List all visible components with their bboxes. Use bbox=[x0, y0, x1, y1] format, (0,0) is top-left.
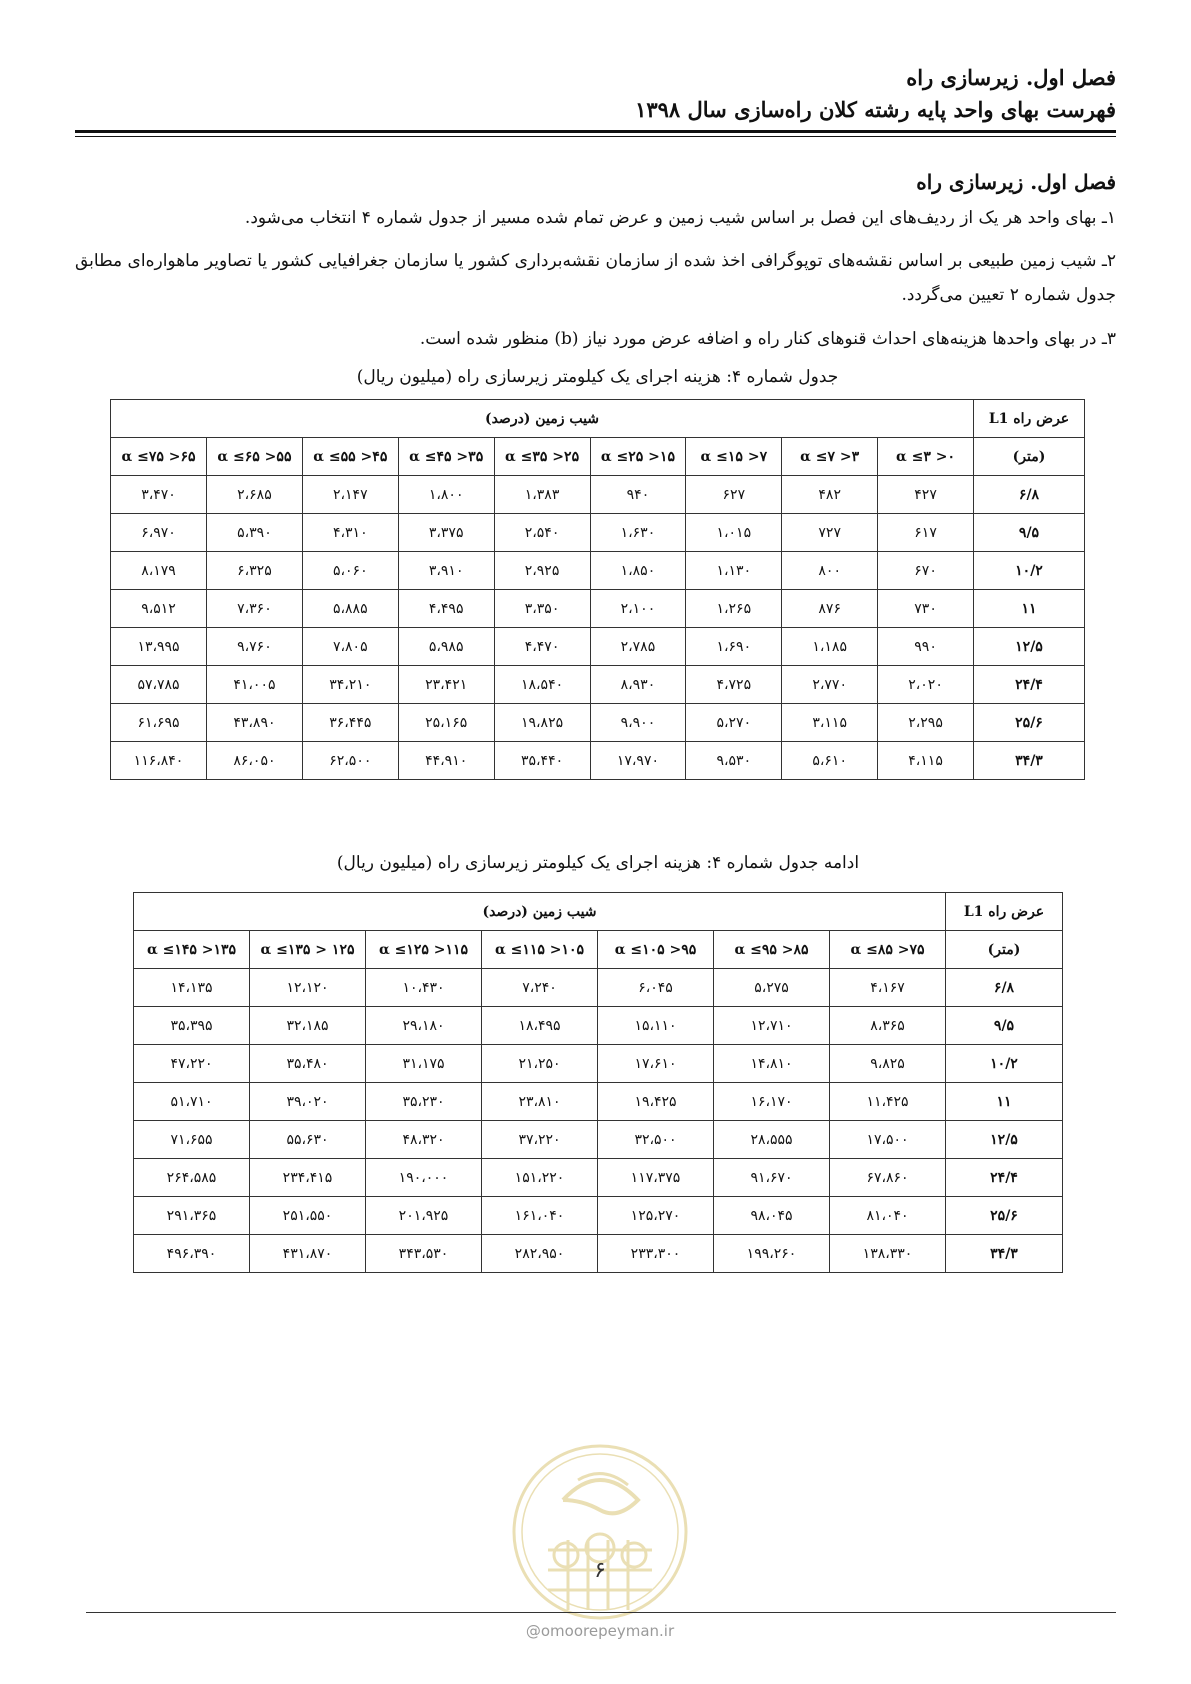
cost-cell: ۴۴،۹۱۰ bbox=[398, 742, 494, 780]
table-row bbox=[134, 1007, 1063, 1045]
width-unit-header: (متر) bbox=[946, 931, 1063, 969]
cost-cell: ۱۹۰،۰۰۰ bbox=[366, 1159, 482, 1197]
slope-range-header: ۷< α ≤۱۵ bbox=[686, 438, 782, 476]
cost-cell: ۷۱،۶۵۵ bbox=[134, 1121, 250, 1159]
paragraph-1: ۱ـ بهای واحد هر یک از ردیف‌های این فصل بر اساس شیب زمین و عرض تمام شده مسیر از جدول شماره ۴ انتخاب می‌شود. bbox=[244, 208, 1116, 228]
table-row bbox=[111, 628, 1085, 666]
width-unit-header: (متر) bbox=[974, 438, 1085, 476]
cost-cell: ۱۲،۱۲۰ bbox=[250, 969, 366, 1007]
cost-cell: ۱۶،۱۷۰ bbox=[714, 1083, 830, 1121]
cost-cell: ۲،۶۸۵ bbox=[207, 476, 303, 514]
slope-header: شیب زمین (درصد) bbox=[134, 893, 946, 931]
table-row bbox=[134, 969, 1063, 1007]
table-row bbox=[134, 1083, 1063, 1121]
cost-cell: ۱۱۶،۸۴۰ bbox=[111, 742, 207, 780]
website-watermark: @omoorepeyman.ir bbox=[525, 1622, 675, 1640]
road-width-cell: ۶/۸ bbox=[974, 476, 1085, 514]
cost-cell: ۸،۱۷۹ bbox=[111, 552, 207, 590]
cost-cell: ۳۹،۰۲۰ bbox=[250, 1083, 366, 1121]
slope-range-header: ۱۳۵< α ≤۱۴۵ bbox=[134, 931, 250, 969]
cost-cell: ۴،۱۱۵ bbox=[878, 742, 974, 780]
cost-cell: ۴۸۲ bbox=[782, 476, 878, 514]
cost-cell: ۳،۴۷۰ bbox=[111, 476, 207, 514]
slope-range-header: ۶۵< α ≤۷۵ bbox=[111, 438, 207, 476]
cost-cell: ۱۸،۴۹۵ bbox=[482, 1007, 598, 1045]
cost-cell: ۳،۱۱۵ bbox=[782, 704, 878, 742]
header-chapter: فصل اول. زیرسازی راه bbox=[906, 65, 1116, 90]
cost-cell: ۲۶۴،۵۸۵ bbox=[134, 1159, 250, 1197]
cost-cell: ۵۵،۶۳۰ bbox=[250, 1121, 366, 1159]
cost-cell: ۹۹۰ bbox=[878, 628, 974, 666]
cost-cell: ۴،۳۱۰ bbox=[302, 514, 398, 552]
cost-cell: ۶۷۰ bbox=[878, 552, 974, 590]
table-row bbox=[134, 1197, 1063, 1235]
cost-cell: ۲۰۱،۹۲۵ bbox=[366, 1197, 482, 1235]
cost-cell: ۷،۲۴۰ bbox=[482, 969, 598, 1007]
cost-cell: ۹۱،۶۷۰ bbox=[714, 1159, 830, 1197]
cost-cell: ۵،۰۶۰ bbox=[302, 552, 398, 590]
cost-cell: ۸،۳۶۵ bbox=[830, 1007, 946, 1045]
table-row bbox=[111, 742, 1085, 780]
cost-cell: ۲،۱۰۰ bbox=[590, 590, 686, 628]
cost-cell: ۳۱،۱۷۵ bbox=[366, 1045, 482, 1083]
width-header: عرض راه L1 bbox=[946, 893, 1063, 931]
cost-cell: ۳۵،۲۳۰ bbox=[366, 1083, 482, 1121]
road-width-cell: ۱۰/۲ bbox=[974, 552, 1085, 590]
cost-cell: ۹،۹۰۰ bbox=[590, 704, 686, 742]
page-number: ۶ bbox=[594, 1558, 606, 1583]
cost-cell: ۱۷،۵۰۰ bbox=[830, 1121, 946, 1159]
cost-cell: ۳۵،۴۸۰ bbox=[250, 1045, 366, 1083]
cost-cell: ۲۵،۱۶۵ bbox=[398, 704, 494, 742]
cost-cell: ۲۳۳،۳۰۰ bbox=[598, 1235, 714, 1273]
paragraph-3: ۳ـ در بهای واحدها هزینه‌های احداث قنوهای کنار راه و اضافه عرض مورد نیاز (b) منظور شده است. bbox=[419, 329, 1116, 349]
cost-cell: ۶،۰۴۵ bbox=[598, 969, 714, 1007]
road-width-cell: ۹/۵ bbox=[946, 1007, 1063, 1045]
cost-cell: ۴۲۷ bbox=[878, 476, 974, 514]
cost-cell: ۸۰۰ bbox=[782, 552, 878, 590]
cost-cell: ۶۷،۸۶۰ bbox=[830, 1159, 946, 1197]
cost-cell: ۱۹۹،۲۶۰ bbox=[714, 1235, 830, 1273]
slope-range-header: ۰< α ≤۳ bbox=[878, 438, 974, 476]
slope-range-header: ۱۰۵< α ≤۱۱۵ bbox=[482, 931, 598, 969]
cost-cell: ۳۲،۱۸۵ bbox=[250, 1007, 366, 1045]
cost-cell: ۱۰،۴۳۰ bbox=[366, 969, 482, 1007]
road-width-cell: ۱۰/۲ bbox=[946, 1045, 1063, 1083]
road-width-cell: ۲۴/۴ bbox=[946, 1159, 1063, 1197]
cost-cell: ۹،۷۶۰ bbox=[207, 628, 303, 666]
road-width-cell: ۲۵/۶ bbox=[974, 704, 1085, 742]
road-width-cell: ۳۴/۳ bbox=[974, 742, 1085, 780]
header-subtitle: فهرست بهای واحد پایه رشته کلان راه‌سازی سال ۱۳۹۸ bbox=[635, 97, 1116, 122]
header-rule-thin bbox=[75, 136, 1116, 137]
cost-cell: ۵،۲۷۰ bbox=[686, 704, 782, 742]
cost-cell: ۱۵،۱۱۰ bbox=[598, 1007, 714, 1045]
cost-cell: ۱۲،۷۱۰ bbox=[714, 1007, 830, 1045]
slope-range-header: ۹۵< α ≤۱۰۵ bbox=[598, 931, 714, 969]
cost-cell: ۹۸،۰۴۵ bbox=[714, 1197, 830, 1235]
cost-cell: ۳،۳۷۵ bbox=[398, 514, 494, 552]
cost-cell: ۲۱،۲۵۰ bbox=[482, 1045, 598, 1083]
slope-range-header: ۳< α ≤۷ bbox=[782, 438, 878, 476]
cost-cell: ۲۵۱،۵۵۰ bbox=[250, 1197, 366, 1235]
cost-cell: ۸،۹۳۰ bbox=[590, 666, 686, 704]
cost-cell: ۱،۳۸۳ bbox=[494, 476, 590, 514]
cost-cell: ۲۸،۵۵۵ bbox=[714, 1121, 830, 1159]
table-row bbox=[111, 666, 1085, 704]
cost-cell: ۵،۲۷۵ bbox=[714, 969, 830, 1007]
cost-cell: ۲،۵۴۰ bbox=[494, 514, 590, 552]
slope-range-header: ۸۵< α ≤۹۵ bbox=[714, 931, 830, 969]
slope-range-header: ۳۵< α ≤۴۵ bbox=[398, 438, 494, 476]
cost-cell: ۳۴،۲۱۰ bbox=[302, 666, 398, 704]
header-rule-thick bbox=[75, 130, 1116, 133]
cost-cell: ۱،۱۸۵ bbox=[782, 628, 878, 666]
road-width-cell: ۲۵/۶ bbox=[946, 1197, 1063, 1235]
cost-cell: ۹،۵۳۰ bbox=[686, 742, 782, 780]
table-row bbox=[134, 1045, 1063, 1083]
cost-cell: ۱،۶۳۰ bbox=[590, 514, 686, 552]
table-row bbox=[134, 1159, 1063, 1197]
cost-cell: ۱۳۸،۳۳۰ bbox=[830, 1235, 946, 1273]
cost-cell: ۱۸،۵۴۰ bbox=[494, 666, 590, 704]
cost-cell: ۲،۷۸۵ bbox=[590, 628, 686, 666]
table-row bbox=[134, 1121, 1063, 1159]
cost-cell: ۱۹،۸۲۵ bbox=[494, 704, 590, 742]
cost-cell: ۴،۴۹۵ bbox=[398, 590, 494, 628]
page-header bbox=[75, 62, 1116, 126]
cost-cell: ۸۷۶ bbox=[782, 590, 878, 628]
omoor-peyman-seal-logo-icon bbox=[508, 1440, 692, 1624]
cost-cell: ۵،۹۸۵ bbox=[398, 628, 494, 666]
slope-header: شیب زمین (درصد) bbox=[111, 400, 974, 438]
cost-cell: ۲۳،۴۲۱ bbox=[398, 666, 494, 704]
cost-cell: ۳۶،۴۴۵ bbox=[302, 704, 398, 742]
cost-cell: ۶۲،۵۰۰ bbox=[302, 742, 398, 780]
cost-cell: ۱۶۱،۰۴۰ bbox=[482, 1197, 598, 1235]
cost-cell: ۶۲۷ bbox=[686, 476, 782, 514]
cost-cell: ۶،۹۷۰ bbox=[111, 514, 207, 552]
cost-cell: ۳۲،۵۰۰ bbox=[598, 1121, 714, 1159]
cost-cell: ۴۷،۲۲۰ bbox=[134, 1045, 250, 1083]
cost-cell: ۲۳۴،۴۱۵ bbox=[250, 1159, 366, 1197]
cost-cell: ۲،۱۴۷ bbox=[302, 476, 398, 514]
cost-cell: ۶۱۷ bbox=[878, 514, 974, 552]
road-width-cell: ۲۴/۴ bbox=[974, 666, 1085, 704]
cost-cell: ۲،۷۷۰ bbox=[782, 666, 878, 704]
cost-table-1 bbox=[110, 399, 1085, 780]
cost-cell: ۹،۵۱۲ bbox=[111, 590, 207, 628]
cost-cell: ۸۶،۰۵۰ bbox=[207, 742, 303, 780]
slope-range-header: ۱۲۵ < α ≤۱۳۵ bbox=[250, 931, 366, 969]
slope-range-header: ۴۵< α ≤۵۵ bbox=[302, 438, 398, 476]
cost-cell: ۴،۱۶۷ bbox=[830, 969, 946, 1007]
road-width-cell: ۹/۵ bbox=[974, 514, 1085, 552]
cost-cell: ۳۴۳،۵۳۰ bbox=[366, 1235, 482, 1273]
paragraph-2: ۲ـ شیب زمین طبیعی بر اساس نقشه‌های توپوگرافی اخذ شده از سازمان نقشه‌برداری کشور یا سازمان جغرافیایی کشور یا تصاویر ماهواره‌ای مطابق جدول شماره ۲ تعیین می‌گردد. bbox=[75, 251, 1116, 305]
cost-cell: ۹،۸۲۵ bbox=[830, 1045, 946, 1083]
cost-cell: ۴۳،۸۹۰ bbox=[207, 704, 303, 742]
cost-cell: ۵،۶۱۰ bbox=[782, 742, 878, 780]
cost-cell: ۴۱،۰۰۵ bbox=[207, 666, 303, 704]
cost-cell: ۱۴،۸۱۰ bbox=[714, 1045, 830, 1083]
cost-cell: ۱۲۵،۲۷۰ bbox=[598, 1197, 714, 1235]
table-row bbox=[134, 1235, 1063, 1273]
cost-cell: ۱،۱۳۰ bbox=[686, 552, 782, 590]
cost-cell: ۶۱،۶۹۵ bbox=[111, 704, 207, 742]
cost-cell: ۴۳۱،۸۷۰ bbox=[250, 1235, 366, 1273]
table-row bbox=[111, 514, 1085, 552]
road-width-cell: ۱۲/۵ bbox=[946, 1121, 1063, 1159]
cost-cell: ۴۹۶،۳۹۰ bbox=[134, 1235, 250, 1273]
slope-range-header: ۵۵< α ≤۶۵ bbox=[207, 438, 303, 476]
cost-cell: ۳۷،۲۲۰ bbox=[482, 1121, 598, 1159]
road-width-cell: ۳۴/۳ bbox=[946, 1235, 1063, 1273]
cost-cell: ۷،۸۰۵ bbox=[302, 628, 398, 666]
cost-cell: ۳،۹۱۰ bbox=[398, 552, 494, 590]
slope-range-header: ۱۱۵< α ≤۱۲۵ bbox=[366, 931, 482, 969]
cost-cell: ۳۵،۴۴۰ bbox=[494, 742, 590, 780]
road-width-cell: ۶/۸ bbox=[946, 969, 1063, 1007]
cost-cell: ۱،۲۶۵ bbox=[686, 590, 782, 628]
cost-cell: ۵۱،۷۱۰ bbox=[134, 1083, 250, 1121]
cost-cell: ۱،۰۱۵ bbox=[686, 514, 782, 552]
section-title: فصل اول. زیرسازی راه bbox=[916, 170, 1116, 194]
cost-cell: ۱۱۷،۳۷۵ bbox=[598, 1159, 714, 1197]
cost-table-2 bbox=[133, 892, 1063, 1273]
cost-cell: ۱۳،۹۹۵ bbox=[111, 628, 207, 666]
cost-cell: ۲،۰۲۰ bbox=[878, 666, 974, 704]
cost-cell: ۲۹۱،۳۶۵ bbox=[134, 1197, 250, 1235]
table-row bbox=[111, 590, 1085, 628]
cost-cell: ۷۲۷ bbox=[782, 514, 878, 552]
cost-cell: ۱،۶۹۰ bbox=[686, 628, 782, 666]
cost-cell: ۱۷،۹۷۰ bbox=[590, 742, 686, 780]
road-width-cell: ۱۱ bbox=[946, 1083, 1063, 1121]
cost-cell: ۲۸۲،۹۵۰ bbox=[482, 1235, 598, 1273]
cost-cell: ۱۹،۴۲۵ bbox=[598, 1083, 714, 1121]
cost-cell: ۲،۹۲۵ bbox=[494, 552, 590, 590]
cost-cell: ۲۹،۱۸۰ bbox=[366, 1007, 482, 1045]
cost-cell: ۴،۷۲۵ bbox=[686, 666, 782, 704]
cost-cell: ۵،۸۸۵ bbox=[302, 590, 398, 628]
width-header: عرض راه L1 bbox=[974, 400, 1085, 438]
cost-cell: ۱،۸۰۰ bbox=[398, 476, 494, 514]
cost-cell: ۷۳۰ bbox=[878, 590, 974, 628]
cost-cell: ۱۴،۱۳۵ bbox=[134, 969, 250, 1007]
road-width-cell: ۱۱ bbox=[974, 590, 1085, 628]
cost-cell: ۷،۳۶۰ bbox=[207, 590, 303, 628]
cost-cell: ۱۵۱،۲۲۰ bbox=[482, 1159, 598, 1197]
cost-cell: ۲،۲۹۵ bbox=[878, 704, 974, 742]
table-1-caption: جدول شماره ۴: هزینه اجرای یک کیلومتر زیرسازی راه (میلیون ریال) bbox=[356, 367, 839, 387]
cost-cell: ۱۷،۶۱۰ bbox=[598, 1045, 714, 1083]
cost-cell: ۴،۴۷۰ bbox=[494, 628, 590, 666]
table-row bbox=[111, 476, 1085, 514]
footer-rule bbox=[86, 1612, 1116, 1613]
table-row bbox=[111, 704, 1085, 742]
road-width-cell: ۱۲/۵ bbox=[974, 628, 1085, 666]
cost-cell: ۱۱،۴۲۵ bbox=[830, 1083, 946, 1121]
table-row bbox=[111, 552, 1085, 590]
cost-cell: ۲۳،۸۱۰ bbox=[482, 1083, 598, 1121]
cost-cell: ۶،۳۲۵ bbox=[207, 552, 303, 590]
cost-cell: ۴۸،۳۲۰ bbox=[366, 1121, 482, 1159]
cost-cell: ۸۱،۰۴۰ bbox=[830, 1197, 946, 1235]
cost-cell: ۵۷،۷۸۵ bbox=[111, 666, 207, 704]
cost-cell: ۳،۳۵۰ bbox=[494, 590, 590, 628]
cost-cell: ۳۵،۳۹۵ bbox=[134, 1007, 250, 1045]
slope-range-header: ۱۵< α ≤۲۵ bbox=[590, 438, 686, 476]
cost-cell: ۱،۸۵۰ bbox=[590, 552, 686, 590]
slope-range-header: ۷۵< α ≤۸۵ bbox=[830, 931, 946, 969]
cost-cell: ۹۴۰ bbox=[590, 476, 686, 514]
slope-range-header: ۲۵< α ≤۳۵ bbox=[494, 438, 590, 476]
table-2-caption: ادامه جدول شماره ۴: هزینه اجرای یک کیلومتر زیرسازی راه (میلیون ریال) bbox=[336, 853, 860, 873]
cost-cell: ۵،۳۹۰ bbox=[207, 514, 303, 552]
